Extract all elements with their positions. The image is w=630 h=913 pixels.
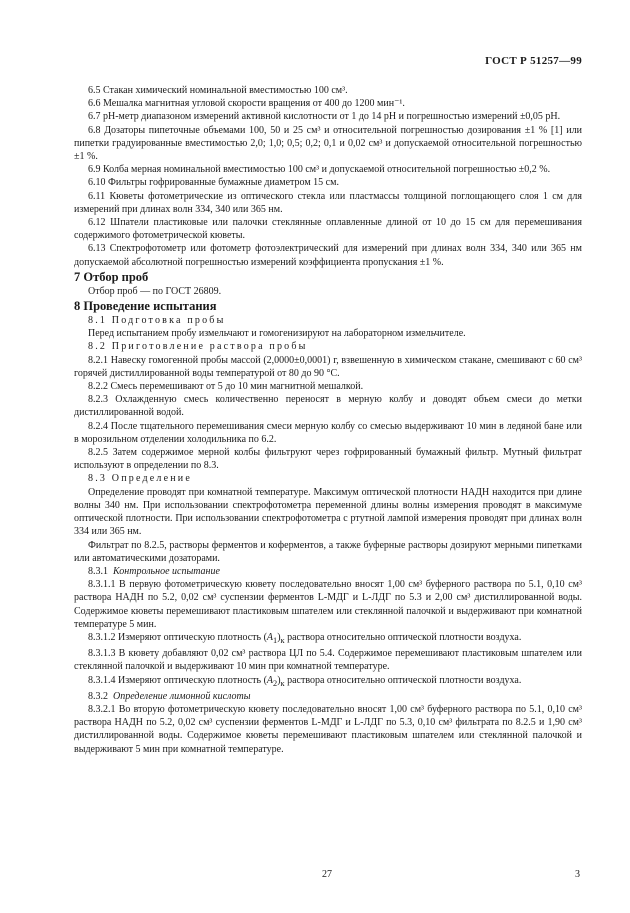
item-6-13: 6.13 Спектрофотометр или фотометр фотоэлектрический для измерений при длинах волн 334, 340 или 365 нм допускаемой абсолютной погрешностью измерений коэффициента пропускания ±1 %. [74,243,582,268]
subsection-8-3-1-heading [74,565,582,578]
symbol-a: A [266,631,274,643]
para-8-3-1-3: 8.3.1.3 В кювету добавляют 0,02 см³ раствора ЦЛ по 5.4. Содержимое перемешивают пластиковым шпателем или стеклянной палочкой и выдерживают 10 мин при комнатной температуре. [74,648,582,673]
para-8-3-1-4-rest: раствора относительно оптической плотности воздуха. [284,674,522,686]
subsection-8-1-heading: 8.1 Подготовка пробы [88,315,226,327]
para-8-3-intro: Определение проводят при комнатной температуре. Максимум оптической плотности НАДН находится при длине волны 340 нм. При использовании спектрофотометра переменной длины волны измерения проводят в максимуме оптической плотности. При использовании спектрофотометра с ртутной лампой измерения проводят при длинах волн 334 или 365 нм. [74,486,582,538]
section-7-text: Отбор проб — по ГОСТ 26809. [88,285,222,297]
para-8-3-1-2-rest: раствора относительно оптической плотности воздуха. [284,631,522,643]
subsection-8-3-heading: 8.3 Определение [88,473,192,485]
para-8-3-2-1: 8.3.2.1 Во вторую фотометрическую кювету последовательно вносят 1,00 см³ буферного раствора по 5.1, 0,10 см³ раствора НАДН по 5.2, 0,02 см³ суспензии ферментов L-МДГ и L-ЛДГ по 5.3, 0,10 см³ фильтрата по 8.2.5 и 1,90 см³ дистиллированной воды. Содержимое кюветы перемешивают пластиковым шпателем или стеклянной палочкой и выдерживают 5 мин при комнатной температуре. [74,703,582,755]
subsection-8-3-1-title: Контрольное испытание [113,565,220,577]
para-8-2-5: 8.2.5 Затем содержимое мерной колбы фильтруют через гофрированный бумажный фильтр. Мутный фильтрат используют в определении по 8.3. [74,447,582,472]
subscript-2: 2 [273,678,278,688]
subsection-8-3-1-number: 8.3.1 [88,565,108,577]
subsection-8-2-heading: 8.2 Приготовление раствора пробы [88,341,308,353]
para-8-3-1-4-text: 8.3.1.4 Измеряют оптическую плотность ( [88,674,267,686]
standard-number: ГОСТ Р 51257—99 [485,55,582,67]
symbol-a: A [266,674,274,686]
subsection-8-3-2-heading [74,690,582,703]
subscript-k: к [280,635,285,645]
item-6-6: 6.6 Мешалка магнитная угловой скорости вращения от 400 до 1200 мин⁻¹. [88,98,405,110]
section-7-heading: 7 Отбор проб [74,269,149,284]
para-8-3-1-2-text: 8.3.1.2 Измеряют оптическую плотность ( [88,631,267,643]
subsection-8-3-2-number: 8.3.2 [88,690,108,702]
page-number-center: 27 [322,869,332,880]
subscript-k: к [280,678,285,688]
document-body [74,84,582,756]
para-8-1: Перед испытанием пробу измельчают и гомогенизируют на лабораторном измельчителе. [88,328,466,340]
item-6-10: 6.10 Фильтры гофрированные бумажные диаметром 15 см. [88,177,339,189]
item-6-12: 6.12 Шпатели пластиковые или палочки стеклянные оплавленные длиной от 10 до 15 см для перемешивания содержимого фотометрической кюветы. [74,217,582,242]
subscript-1: 1 [273,635,278,645]
item-6-5: 6.5 Стакан химический номинальной вместимостью 100 см³. [88,85,348,96]
para-8-3-1-1: 8.3.1.1 В первую фотометрическую кювету последовательно вносят 1,00 см³ буферного раствора по 5.1, 0,10 см³ раствора НАДН по 5.2, 0,02 см³ суспензии ферментов L-МДГ и L-ЛДГ по 5.3 и 2,00 см³ дистиллированной воды. Содержимое кюветы перемешивают пластиковым шпателем или стеклянной палочкой и выдерживают при комнатной температуре 5 мин. [74,579,582,630]
para-8-3-1-2: 8.3.1.2 Измеряют оптическую плотность $(A_1)_к$ раствора относительно оптической плотности воздуха. [88,631,522,645]
item-6-8: 6.8 Дозаторы пипеточные объемами 100, 50 и 25 см³ и относительной погрешностью дозирования ±1 % [1] или пипетки градуированные вместимостью 2,0; 1,0; 0,5; 0,2; 0,1 и 0,02 см³ и допускаемой относительной погрешностью ±1 %. [74,124,582,163]
item-6-11: 6.11 Кюветы фотометрические из оптического стекла или пластмассы толщиной поглощающего слоя 1 см для измерений при длинах волн 334, 340 или 365 нм. [74,190,582,215]
para-8-3-dosing: Фильтрат по 8.2.5, растворы ферментов и коферментов, а также буферные растворы дозируют мерными пипетками или автоматическими дозаторами. [74,539,582,564]
item-6-7: 6.7 рН-метр диапазоном измерений активной кислотности от 1 до 14 рН и погрешностью измерений ±0,05 рН. [88,111,561,123]
item-6-9: 6.9 Колба мерная номинальной вместимостью 100 см³ и допускаемой относительной погрешностью ±0,2 %. [88,164,551,176]
section-8-heading: 8 Проведение испытания [74,299,217,314]
para-8-2-1: 8.2.1 Навеску гомогенной пробы массой (2,0000±0,0001) г, взвешенную в химическом стакане, смешивают с 60 см³ горячей дистиллированной воды температурой от 80 до 90 °С. [74,354,582,379]
page-number-right: 3 [575,869,580,880]
para-8-2-2: 8.2.2 Смесь перемешивают от 5 до 10 мин магнитной мешалкой. [88,381,364,393]
para-8-2-3: 8.2.3 Охлажденную смесь количественно переносят в мерную колбу и доводят объем смеси до метки дистиллированной водой. [74,394,582,419]
para-8-3-1-4: 8.3.1.4 Измеряют оптическую плотность $(A_2)_к$ раствора относительно оптической плотности воздуха. [88,674,522,688]
subsection-8-3-2-title: Определение лимонной кислоты [113,690,251,702]
para-8-2-4: 8.2.4 После тщательного перемешивания смеси мерную колбу со смесью выдерживают 10 мин в ледяной бане или в морозильном отделении холодильника по 6.2. [74,420,582,445]
